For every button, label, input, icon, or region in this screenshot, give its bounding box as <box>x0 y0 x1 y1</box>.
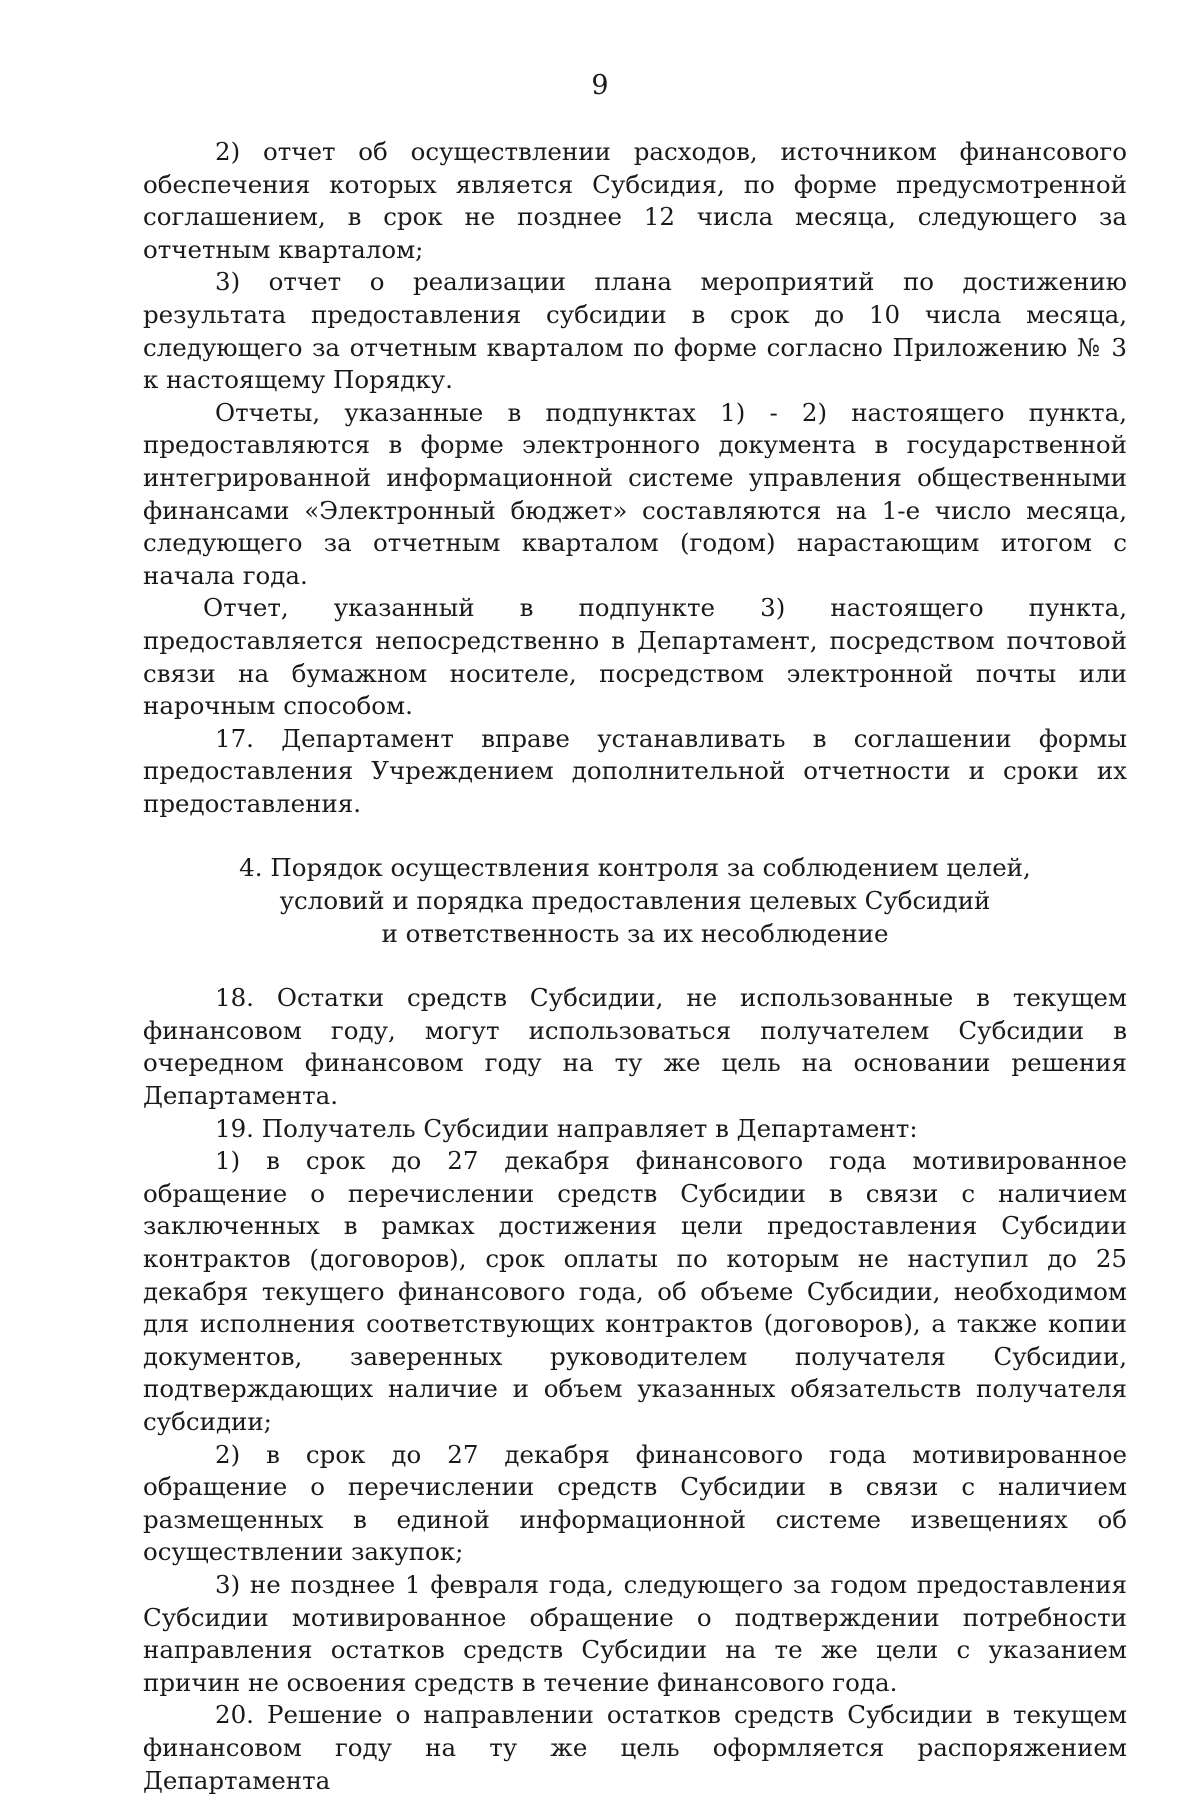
paragraph-18: 18. Остатки средств Субсидии, не использованные в текущем финансовом году, могут использоваться получателем Субсидии в очередном финансовом году на ту же цель на основании решения Департамента. <box>143 983 1127 1111</box>
paragraph-19: 19. Получатель Субсидии направляет в Департамент: <box>215 1113 918 1143</box>
section-heading <box>143 852 1127 950</box>
paragraph-report-plan: 3) отчет о реализации плана мероприятий по достижению результата предоставления субсидии в срок до 10 числа месяца, следующего за отчетным кварталом по форме согласно Приложению № 3 к настоящему Порядку. <box>143 267 1127 395</box>
paragraph-report-delivery: Отчет, указанный в подпункте 3) настоящего пункта, предоставляется непосредственно в Департамент, посредством почтовой связи на бумажном носителе, посредством электронной почты или нарочным способом. <box>143 593 1127 721</box>
page-number: 9 <box>591 70 609 101</box>
paragraph-19-item-1: 1) в срок до 27 декабря финансового года мотивированное обращение о перечислении средств Субсидии в связи с наличием заключенных в рамках достижения цели предоставления Субсидии контрактов (договоров), срок оплаты по которым не наступил до 25 декабря текущего финансового года, об объеме Субсидии, необходимом для исполнения соответствующих контрактов (договоров), а также копии документов, заверенных руководителем получателя Субсидии, подтверждающих наличие и объем указанных обязательств получателя субсидии; <box>143 1146 1127 1436</box>
paragraph-20: 20. Решение о направлении остатков средств Субсидии в текущем финансовом году на ту же цель оформляется распоряжением Департамента <box>143 1700 1127 1795</box>
paragraph-17: 17. Департамент вправе устанавливать в соглашении формы предоставления Учреждением дополнительной отчетности и сроки их предоставления. <box>143 723 1127 818</box>
paragraph-report-expenses: 2) отчет об осуществлении расходов, источником финансового обеспечения которых является Субсидия, по форме предусмотренной соглашением, в срок не позднее 12 числа месяца, следующего за отчетным кварталом; <box>143 137 1127 264</box>
document-body <box>143 136 1127 1797</box>
section-heading-line: условий и порядка предоставления целевых Субсидий <box>279 886 991 916</box>
paragraph-19-item-2: 2) в срок до 27 декабря финансового года мотивированное обращение о перечислении средств Субсидии в связи с наличием размещенных в единой информационной системе извещениях об осуществлении закупок; <box>143 1439 1127 1567</box>
paragraph-19-item-3: 3) не позднее 1 февраля года, следующего за годом предоставления Субсидии мотивированное обращение о подтверждении потребности направления остатков средств Субсидии на те же цели с указанием причин не освоения средств в течение финансового года. <box>143 1569 1127 1697</box>
section-heading-line: и ответственность за их несоблюдение <box>381 918 889 948</box>
paragraph-reports-electronic: Отчеты, указанные в подпунктах 1) - 2) настоящего пункта, предоставляются в форме электронного документа в государственной интегрированной информационной системе управления общественными финансами «Электронный бюджет» составляются на 1-е число месяца, следующего за отчетным кварталом (годом) нарастающим итогом с начала года. <box>143 397 1127 590</box>
section-heading-line: 4. Порядок осуществления контроля за соблюдением целей, <box>239 853 1031 883</box>
